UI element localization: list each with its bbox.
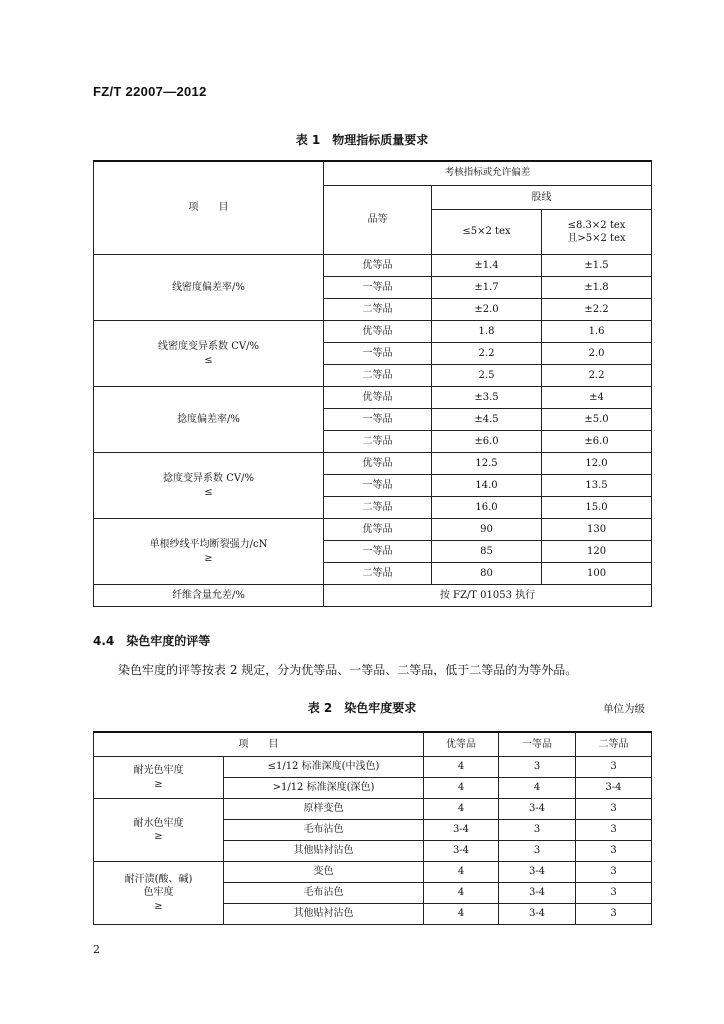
table2-grade-value: 4	[424, 757, 499, 778]
table1-cell-grade: 优等品	[324, 321, 432, 343]
table2-grade-value: 3-4	[424, 820, 499, 841]
group-label-sym: ≥	[154, 831, 163, 842]
table1-cell-v1: ±6.0	[432, 431, 542, 453]
physical-quality-table	[93, 160, 652, 607]
table1-cell-v1: ±1.4	[432, 255, 542, 277]
table1-cell-v2: ±4	[542, 387, 652, 409]
table2-grade-value: 3-4	[499, 862, 576, 883]
table2-grade-value: 3	[576, 841, 652, 862]
color-fastness-table	[93, 731, 652, 925]
table1-cell-grade: 二等品	[324, 431, 432, 453]
table2-group-label	[94, 757, 224, 799]
table2-group-label	[94, 799, 224, 862]
table1-cell-v1: 12.5	[432, 453, 542, 475]
table1-cell-v2: 13.5	[542, 475, 652, 497]
table1-cell-grade: 二等品	[324, 563, 432, 585]
table2-item-header: 项 目	[94, 732, 424, 757]
table2-row	[94, 757, 652, 778]
table2-row	[94, 799, 652, 820]
document-code: FZ/T 22007—2012	[93, 84, 207, 99]
fiber-tolerance-label: 纤维含量允差/%	[94, 585, 324, 607]
table2-item-name: 毛布沾色	[224, 820, 424, 841]
table2-caption: 表 2 染色牢度要求	[307, 701, 417, 715]
table1-grade-header: 品等	[324, 186, 432, 255]
table2-item-name: >1/12 标准深度(深色)	[224, 778, 424, 799]
table1-cell-v1: 14.0	[432, 475, 542, 497]
table2-grade-value: 3-4	[499, 883, 576, 904]
paragraph-text: 染色牢度的评等按表 2 规定，分为优等品、一等品、二等品，低于二等品的为等外品。	[118, 663, 578, 677]
table2-grade2-header: 一等品	[499, 732, 576, 757]
table1-cell-v1: ±1.7	[432, 277, 542, 299]
page-number: 2	[93, 943, 100, 956]
row-label-text: 捻度变异系数 CV/%	[163, 473, 254, 484]
table2-grade-value: 3	[499, 841, 576, 862]
table1-col2-header-line1: ≤8.3×2 tex	[567, 219, 626, 231]
table1-cell-grade: 一等品	[324, 343, 432, 365]
group-label-label2: 色牢度	[143, 887, 174, 899]
table2-grade-value: 3-4	[499, 799, 576, 820]
table1-cell-v2: 2.0	[542, 343, 652, 365]
table1-cell-grade: 二等品	[324, 299, 432, 321]
table1-cell-v2: ±1.8	[542, 277, 652, 299]
table2-unit: 单位为级	[603, 703, 645, 715]
table1-col1-header: ≤5×2 tex	[432, 210, 542, 255]
row-label-symbol: ≤	[204, 486, 213, 498]
table1-cell-v1: 16.0	[432, 497, 542, 519]
table2-row	[94, 862, 652, 883]
table2-grade-value: 3	[499, 757, 576, 778]
table2-grade-value: 3-4	[424, 841, 499, 862]
table1-cell-grade: 二等品	[324, 497, 432, 519]
fiber-tolerance-value: 按 FZ/T 01053 执行	[324, 585, 652, 607]
table1-sub-header: 股线	[432, 186, 652, 210]
table2-grade-value: 4	[424, 778, 499, 799]
row-label-text: 捻度偏差率/%	[177, 413, 240, 425]
table1-cell-grade: 优等品	[324, 387, 432, 409]
group-label-sym: ≥	[154, 900, 163, 912]
table1-row-label	[94, 255, 324, 321]
table2-item-name: 变色	[224, 862, 424, 883]
group-label-label1: 耐汗渍(酸、碱)	[124, 873, 193, 885]
table1-cell-v1: 2.2	[432, 343, 542, 365]
table2-grade-value: 3	[576, 820, 652, 841]
table1-cell-v2: 100	[542, 563, 652, 585]
table1-cell-grade: 二等品	[324, 365, 432, 387]
table2-item-name: 其他贴衬沾色	[224, 904, 424, 925]
group-label-label1: 耐光色牢度	[133, 765, 184, 776]
group-label-sym: ≥	[154, 778, 163, 790]
table1-cell-grade: 一等品	[324, 277, 432, 299]
table1-cell-grade: 优等品	[324, 519, 432, 541]
table1-cell-v2: 2.2	[542, 365, 652, 387]
table1-cell-v1: 80	[432, 563, 542, 585]
table1-group-header: 考核指标或允许偏差	[324, 161, 652, 186]
table1-cell-grade: 一等品	[324, 475, 432, 497]
table1-cell-v2: 120	[542, 541, 652, 563]
table1-row	[94, 321, 652, 343]
table2-grade-value: 3	[576, 883, 652, 904]
table1-row	[94, 255, 652, 277]
table1-col2-header-line2: 且>5×2 tex	[567, 233, 626, 244]
table2-item-name: ≤1/12 标准深度(中浅色)	[224, 757, 424, 778]
table2-grade1-header: 优等品	[424, 732, 499, 757]
table1-cell-grade: 一等品	[324, 409, 432, 431]
table2-grade-value: 3	[576, 799, 652, 820]
table1-cell-v1: 2.5	[432, 365, 542, 387]
table2-item-name: 原样变色	[224, 799, 424, 820]
table1-caption: 表 1 物理指标质量要求	[295, 133, 429, 147]
row-label-text: 单根纱线平均断裂强力/cN	[149, 539, 268, 550]
group-label-label1: 耐水色牢度	[133, 817, 184, 829]
table2-grade-value: 4	[424, 883, 499, 904]
table1-cell-v2: 15.0	[542, 497, 652, 519]
table1-cell-v2: ±2.2	[542, 299, 652, 321]
table1-cell-v2: ±1.5	[542, 255, 652, 277]
row-label-symbol: ≥	[204, 552, 213, 564]
table1-cell-v1: ±4.5	[432, 409, 542, 431]
table2-item-name: 毛布沾色	[224, 883, 424, 904]
table1-row-label	[94, 387, 324, 453]
table2-grade-value: 3-4	[576, 778, 652, 799]
table1-row	[94, 519, 652, 541]
row-label-symbol: ≤	[204, 354, 213, 366]
table2-grade3-header: 二等品	[576, 732, 652, 757]
table1-cell-v1: ±3.5	[432, 387, 542, 409]
row-label-text: 线密度偏差率/%	[172, 281, 245, 293]
table1-cell-v2: 1.6	[542, 321, 652, 343]
table1-cell-v2: 130	[542, 519, 652, 541]
table1-cell-v1: 1.8	[432, 321, 542, 343]
table1-cell-grade: 优等品	[324, 255, 432, 277]
section-heading: 4.4 染色牢度的评等	[93, 634, 211, 648]
table1-cell-v2: 12.0	[542, 453, 652, 475]
table1-row	[94, 453, 652, 475]
table1-cell-grade: 优等品	[324, 453, 432, 475]
row-label-text: 线密度变异系数 CV/%	[158, 341, 259, 352]
table1-col2-header	[542, 210, 652, 255]
table1-row	[94, 387, 652, 409]
table1-item-header: 项 目	[94, 161, 324, 255]
table1-row-label	[94, 321, 324, 387]
table1-cell-v2: ±5.0	[542, 409, 652, 431]
table1-row-label	[94, 519, 324, 585]
table2-group-label	[94, 862, 224, 925]
table2-grade-value: 4	[424, 904, 499, 925]
table2-grade-value: 4	[424, 799, 499, 820]
table2-grade-value: 4	[424, 862, 499, 883]
table2-grade-value: 3	[576, 904, 652, 925]
table2-grade-value: 3	[499, 820, 576, 841]
table2-grade-value: 4	[499, 778, 576, 799]
table2-item-name: 其他贴衬沾色	[224, 841, 424, 862]
table1-cell-v1: 85	[432, 541, 542, 563]
table2-grade-value: 3	[576, 757, 652, 778]
table2-grade-value: 3	[576, 862, 652, 883]
table2-grade-value: 3-4	[499, 904, 576, 925]
table1-cell-v1: ±2.0	[432, 299, 542, 321]
table1-cell-v2: ±6.0	[542, 431, 652, 453]
table1-cell-v1: 90	[432, 519, 542, 541]
table1-cell-grade: 一等品	[324, 541, 432, 563]
table1-row-label	[94, 453, 324, 519]
